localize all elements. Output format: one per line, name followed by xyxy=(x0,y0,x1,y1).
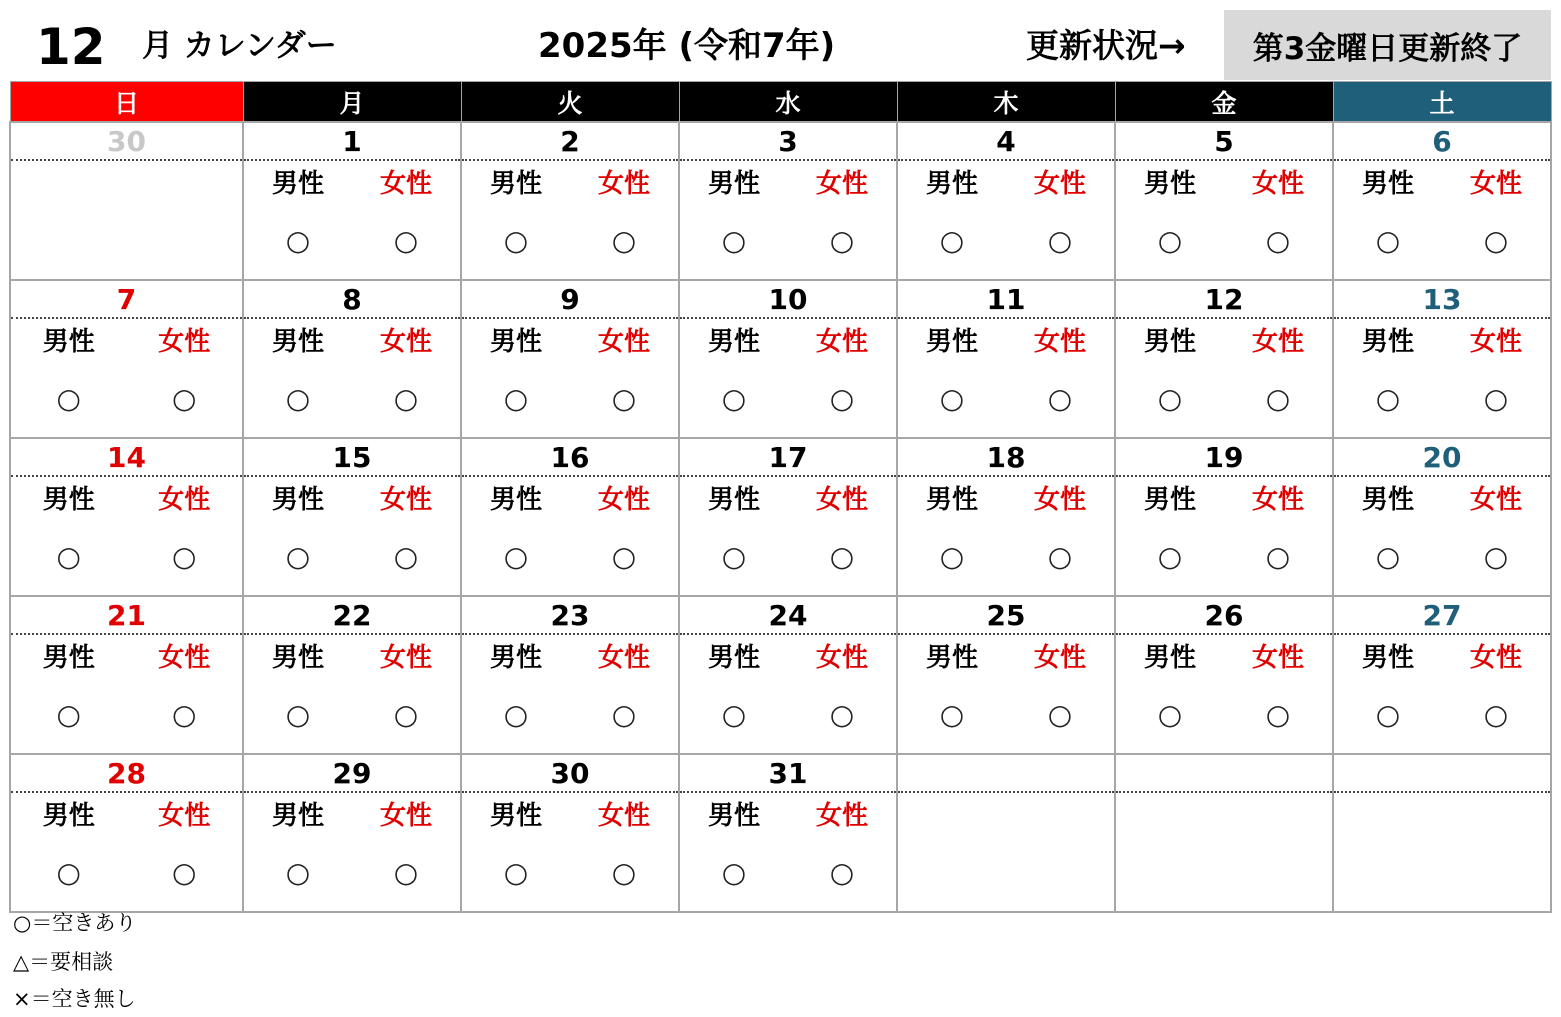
day-number xyxy=(1334,755,1550,793)
weekday-header: 金 xyxy=(1115,82,1333,123)
female-label: 女性 xyxy=(379,800,432,831)
male-label: 男性 xyxy=(1361,484,1414,515)
female-availability: ○ xyxy=(829,697,855,731)
calendar-day-cell xyxy=(10,754,243,912)
calendar-week-row xyxy=(10,122,1551,280)
gender-labels xyxy=(462,161,678,201)
male-label: 男性 xyxy=(707,642,760,673)
male-label: 男性 xyxy=(42,326,95,357)
female-label: 女性 xyxy=(1251,326,1304,357)
day-number: 30 xyxy=(462,755,678,793)
female-label: 女性 xyxy=(597,168,650,199)
male-availability: ○ xyxy=(56,539,81,573)
male-availability: ○ xyxy=(1375,381,1401,415)
day-number: 12 xyxy=(1116,281,1332,319)
calendar-day-cell xyxy=(243,280,461,438)
male-availability: ○ xyxy=(56,697,81,731)
gender-labels xyxy=(1116,635,1332,675)
gender-labels xyxy=(1116,161,1332,201)
availability-marks xyxy=(680,517,896,595)
gender-labels xyxy=(462,477,678,517)
gender-labels xyxy=(244,635,460,675)
female-availability: ○ xyxy=(172,381,197,415)
calendar-week-row xyxy=(10,596,1551,754)
day-number: 8 xyxy=(244,281,460,319)
gender-labels xyxy=(11,319,242,359)
female-label: 女性 xyxy=(597,484,650,515)
male-label: 男性 xyxy=(925,326,978,357)
availability-marks xyxy=(1116,675,1332,753)
female-availability: ○ xyxy=(1483,539,1509,573)
gender-labels xyxy=(680,477,896,517)
availability-marks xyxy=(1334,359,1550,437)
legend-available: ○＝空きあり xyxy=(13,911,137,935)
day-number: 26 xyxy=(1116,597,1332,635)
day-number: 30 xyxy=(11,123,242,161)
female-label: 女性 xyxy=(597,800,650,831)
gender-labels xyxy=(1116,477,1332,517)
male-label: 男性 xyxy=(271,326,324,357)
female-label: 女性 xyxy=(1469,168,1522,199)
calendar-day-cell xyxy=(897,438,1115,596)
gender-labels xyxy=(680,161,896,201)
male-availability: ○ xyxy=(503,381,529,415)
day-number: 19 xyxy=(1116,439,1332,477)
female-availability: ○ xyxy=(1047,381,1073,415)
availability-marks xyxy=(1116,201,1332,279)
day-number: 13 xyxy=(1334,281,1550,319)
male-availability: ○ xyxy=(56,381,81,415)
gender-labels xyxy=(898,319,1114,359)
female-availability: ○ xyxy=(611,855,637,889)
availability-marks xyxy=(462,517,678,595)
status-label: 更新状況→ xyxy=(1026,26,1186,65)
male-label: 男性 xyxy=(1143,168,1196,199)
calendar-day-cell xyxy=(679,122,897,280)
gender-labels xyxy=(898,161,1114,201)
female-label: 女性 xyxy=(158,484,211,515)
female-availability: ○ xyxy=(1483,697,1509,731)
female-availability: ○ xyxy=(1047,539,1073,573)
male-label: 男性 xyxy=(1143,484,1196,515)
day-number: 16 xyxy=(462,439,678,477)
male-label: 男性 xyxy=(271,484,324,515)
status-badge: 第3金曜日更新終了 xyxy=(1224,10,1551,80)
day-number: 3 xyxy=(680,123,896,161)
female-availability: ○ xyxy=(1265,381,1291,415)
month-number: 12 xyxy=(36,18,106,76)
calendar-day-cell xyxy=(1333,280,1551,438)
female-label: 女性 xyxy=(815,326,868,357)
year-label: 2025年 (令和7年) xyxy=(538,26,836,66)
day-number: 20 xyxy=(1334,439,1550,477)
female-availability: ○ xyxy=(393,855,419,889)
gender-labels xyxy=(898,635,1114,675)
gender-labels xyxy=(11,793,242,833)
legend-full: ×＝空き無し xyxy=(13,987,136,1011)
male-label: 男性 xyxy=(489,800,542,831)
calendar-day-cell xyxy=(243,438,461,596)
female-label: 女性 xyxy=(815,484,868,515)
male-label: 男性 xyxy=(42,800,95,831)
male-label: 男性 xyxy=(707,326,760,357)
female-label: 女性 xyxy=(815,168,868,199)
calendar-day-cell xyxy=(1115,438,1333,596)
calendar-day-cell xyxy=(897,122,1115,280)
male-availability: ○ xyxy=(939,223,965,257)
calendar-label: 月 カレンダー xyxy=(142,28,337,64)
female-label: 女性 xyxy=(158,800,211,831)
availability-marks xyxy=(680,675,896,753)
availability-marks xyxy=(680,201,896,279)
availability-marks xyxy=(244,201,460,279)
calendar-day-cell xyxy=(897,754,1115,912)
male-availability: ○ xyxy=(1157,223,1183,257)
day-number: 10 xyxy=(680,281,896,319)
availability-marks xyxy=(1334,675,1550,753)
male-availability: ○ xyxy=(285,855,311,889)
calendar-day-cell xyxy=(1333,754,1551,912)
female-availability: ○ xyxy=(393,539,419,573)
day-number: 11 xyxy=(898,281,1114,319)
male-availability: ○ xyxy=(503,697,529,731)
day-number: 17 xyxy=(680,439,896,477)
availability-marks xyxy=(898,675,1114,753)
female-availability: ○ xyxy=(611,539,637,573)
gender-labels xyxy=(1334,161,1550,201)
gender-labels xyxy=(898,477,1114,517)
male-label: 男性 xyxy=(925,642,978,673)
calendar-week-row xyxy=(10,754,1551,912)
female-availability: ○ xyxy=(1265,539,1291,573)
day-number: 6 xyxy=(1334,123,1550,161)
day-number: 4 xyxy=(898,123,1114,161)
male-label: 男性 xyxy=(489,484,542,515)
gender-labels xyxy=(680,635,896,675)
day-number xyxy=(898,755,1114,793)
male-availability: ○ xyxy=(721,855,747,889)
weekday-header: 月 xyxy=(243,82,461,123)
male-availability: ○ xyxy=(56,855,81,889)
female-availability: ○ xyxy=(611,223,637,257)
male-label: 男性 xyxy=(1361,168,1414,199)
day-number: 1 xyxy=(244,123,460,161)
male-availability: ○ xyxy=(503,223,529,257)
availability-marks xyxy=(1334,201,1550,279)
calendar-day-cell xyxy=(10,280,243,438)
male-availability: ○ xyxy=(721,381,747,415)
calendar-day-cell xyxy=(10,122,243,280)
female-availability: ○ xyxy=(829,855,855,889)
female-label: 女性 xyxy=(597,642,650,673)
female-availability: ○ xyxy=(172,855,197,889)
availability-marks xyxy=(462,201,678,279)
male-availability: ○ xyxy=(503,855,529,889)
female-label: 女性 xyxy=(158,326,211,357)
gender-labels xyxy=(11,635,242,675)
male-availability: ○ xyxy=(1375,223,1401,257)
gender-labels xyxy=(1334,635,1550,675)
male-label: 男性 xyxy=(1143,642,1196,673)
female-label: 女性 xyxy=(1251,484,1304,515)
gender-labels xyxy=(11,477,242,517)
day-number: 18 xyxy=(898,439,1114,477)
gender-labels xyxy=(244,161,460,201)
legend-consult: △＝要相談 xyxy=(13,950,114,974)
calendar-day-cell xyxy=(243,596,461,754)
availability-marks xyxy=(11,675,242,753)
male-label: 男性 xyxy=(489,642,542,673)
calendar-day-cell xyxy=(461,122,679,280)
female-label: 女性 xyxy=(379,484,432,515)
female-availability: ○ xyxy=(172,539,197,573)
male-availability: ○ xyxy=(721,223,747,257)
availability-marks xyxy=(11,517,242,595)
female-label: 女性 xyxy=(1251,642,1304,673)
calendar-day-cell xyxy=(1333,438,1551,596)
calendar-day-cell xyxy=(461,754,679,912)
female-label: 女性 xyxy=(1251,168,1304,199)
female-availability: ○ xyxy=(1265,223,1291,257)
calendar-day-cell xyxy=(461,280,679,438)
day-number: 5 xyxy=(1116,123,1332,161)
availability-marks xyxy=(898,517,1114,595)
weekday-header: 木 xyxy=(897,82,1115,123)
calendar-day-cell xyxy=(461,596,679,754)
male-availability: ○ xyxy=(939,381,965,415)
female-availability: ○ xyxy=(1047,697,1073,731)
calendar-day-cell xyxy=(10,596,243,754)
calendar-week-row xyxy=(10,280,1551,438)
calendar-day-cell xyxy=(679,280,897,438)
calendar-day-cell xyxy=(1115,596,1333,754)
male-availability: ○ xyxy=(1375,539,1401,573)
availability-marks xyxy=(244,833,460,911)
male-label: 男性 xyxy=(925,484,978,515)
weekday-header: 日 xyxy=(10,82,243,123)
gender-labels xyxy=(462,319,678,359)
calendar-day-cell xyxy=(1115,280,1333,438)
availability-marks xyxy=(244,359,460,437)
male-label: 男性 xyxy=(42,484,95,515)
calendar-day-cell xyxy=(10,438,243,596)
weekday-header: 水 xyxy=(679,82,897,123)
male-label: 男性 xyxy=(707,168,760,199)
day-number: 22 xyxy=(244,597,460,635)
male-label: 男性 xyxy=(1361,326,1414,357)
day-number: 14 xyxy=(11,439,242,477)
female-availability: ○ xyxy=(393,381,419,415)
male-availability: ○ xyxy=(285,381,311,415)
female-availability: ○ xyxy=(1483,381,1509,415)
calendar-day-cell xyxy=(679,438,897,596)
female-label: 女性 xyxy=(597,326,650,357)
calendar-grid xyxy=(9,81,1552,913)
day-number: 24 xyxy=(680,597,896,635)
day-number xyxy=(1116,755,1332,793)
male-label: 男性 xyxy=(925,168,978,199)
male-availability: ○ xyxy=(1375,697,1401,731)
male-availability: ○ xyxy=(939,539,965,573)
male-label: 男性 xyxy=(1143,326,1196,357)
female-label: 女性 xyxy=(1469,326,1522,357)
female-availability: ○ xyxy=(611,381,637,415)
calendar-day-cell xyxy=(679,754,897,912)
male-availability: ○ xyxy=(721,697,747,731)
male-label: 男性 xyxy=(489,326,542,357)
availability-marks xyxy=(1116,517,1332,595)
male-label: 男性 xyxy=(42,642,95,673)
female-availability: ○ xyxy=(393,223,419,257)
female-availability: ○ xyxy=(829,223,855,257)
male-label: 男性 xyxy=(707,800,760,831)
availability-marks xyxy=(1116,359,1332,437)
gender-labels xyxy=(244,319,460,359)
day-number: 28 xyxy=(11,755,242,793)
availability-marks xyxy=(680,359,896,437)
gender-labels xyxy=(462,793,678,833)
gender-labels xyxy=(680,319,896,359)
female-label: 女性 xyxy=(1469,642,1522,673)
female-availability: ○ xyxy=(611,697,637,731)
availability-marks xyxy=(244,675,460,753)
day-number: 31 xyxy=(680,755,896,793)
calendar-day-cell xyxy=(679,596,897,754)
day-number: 15 xyxy=(244,439,460,477)
availability-marks xyxy=(462,359,678,437)
female-label: 女性 xyxy=(815,642,868,673)
male-label: 男性 xyxy=(707,484,760,515)
female-availability: ○ xyxy=(1047,223,1073,257)
male-label: 男性 xyxy=(271,642,324,673)
day-number: 29 xyxy=(244,755,460,793)
availability-marks xyxy=(11,359,242,437)
day-number: 9 xyxy=(462,281,678,319)
calendar-day-cell xyxy=(897,280,1115,438)
gender-labels xyxy=(1334,319,1550,359)
calendar-day-cell xyxy=(243,754,461,912)
male-label: 男性 xyxy=(271,800,324,831)
male-label: 男性 xyxy=(1361,642,1414,673)
availability-marks xyxy=(1334,517,1550,595)
availability-marks xyxy=(462,833,678,911)
availability-marks xyxy=(898,201,1114,279)
female-label: 女性 xyxy=(1033,642,1086,673)
female-availability: ○ xyxy=(1265,697,1291,731)
male-availability: ○ xyxy=(285,697,311,731)
gender-labels xyxy=(1116,319,1332,359)
female-label: 女性 xyxy=(1033,326,1086,357)
weekday-header: 土 xyxy=(1333,82,1551,123)
male-availability: ○ xyxy=(721,539,747,573)
female-availability: ○ xyxy=(829,539,855,573)
calendar-day-cell xyxy=(1115,754,1333,912)
availability-marks xyxy=(11,833,242,911)
availability-marks xyxy=(898,359,1114,437)
female-availability: ○ xyxy=(829,381,855,415)
day-number: 7 xyxy=(11,281,242,319)
female-label: 女性 xyxy=(815,800,868,831)
female-label: 女性 xyxy=(158,642,211,673)
availability-marks xyxy=(462,675,678,753)
female-label: 女性 xyxy=(379,168,432,199)
male-label: 男性 xyxy=(271,168,324,199)
calendar-day-cell xyxy=(461,438,679,596)
gender-labels xyxy=(462,635,678,675)
female-label: 女性 xyxy=(1033,168,1086,199)
availability-marks xyxy=(244,517,460,595)
weekday-header-row xyxy=(10,82,1551,123)
female-availability: ○ xyxy=(1483,223,1509,257)
female-label: 女性 xyxy=(379,326,432,357)
calendar-day-cell xyxy=(1115,122,1333,280)
female-label: 女性 xyxy=(1033,484,1086,515)
male-label: 男性 xyxy=(489,168,542,199)
female-label: 女性 xyxy=(379,642,432,673)
gender-labels xyxy=(1334,477,1550,517)
male-availability: ○ xyxy=(1157,539,1183,573)
calendar-day-cell xyxy=(897,596,1115,754)
female-availability: ○ xyxy=(393,697,419,731)
calendar-day-cell xyxy=(243,122,461,280)
male-availability: ○ xyxy=(1157,381,1183,415)
day-number: 23 xyxy=(462,597,678,635)
calendar-day-cell xyxy=(1333,596,1551,754)
male-availability: ○ xyxy=(939,697,965,731)
male-availability: ○ xyxy=(285,539,311,573)
calendar-day-cell xyxy=(1333,122,1551,280)
gender-labels xyxy=(244,477,460,517)
gender-labels xyxy=(680,793,896,833)
day-number: 25 xyxy=(898,597,1114,635)
calendar-week-row xyxy=(10,438,1551,596)
weekday-header: 火 xyxy=(461,82,679,123)
male-availability: ○ xyxy=(285,223,311,257)
day-number: 21 xyxy=(11,597,242,635)
female-label: 女性 xyxy=(1469,484,1522,515)
day-number: 2 xyxy=(462,123,678,161)
male-availability: ○ xyxy=(503,539,529,573)
day-number: 27 xyxy=(1334,597,1550,635)
male-availability: ○ xyxy=(1157,697,1183,731)
gender-labels xyxy=(244,793,460,833)
availability-marks xyxy=(680,833,896,911)
female-availability: ○ xyxy=(172,697,197,731)
